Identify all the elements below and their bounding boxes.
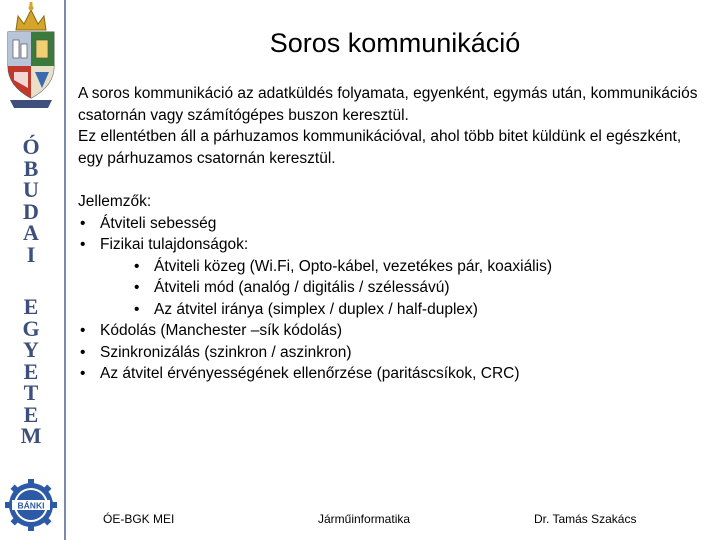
intro-text [78, 83, 708, 169]
feature-text: Az átvitel iránya (simplex / duplex / half-duplex) [154, 300, 478, 318]
sidebar-divider [64, 0, 66, 540]
features-section [78, 191, 708, 385]
vertical-letter: D [23, 198, 39, 224]
vertical-word-obudai [0, 136, 62, 265]
bullet-icon: • [80, 365, 86, 382]
features-list [78, 213, 708, 385]
vertical-word-egyetem [0, 296, 62, 447]
vertical-letter: Y [23, 337, 39, 362]
vertical-letter: A [23, 220, 39, 245]
bullet-icon: • [80, 236, 86, 253]
feature-item [78, 256, 708, 278]
intro-paragraph: Ez ellentétben áll a párhuzamos kommunikációval, ahol több bitet küldünk el egészként, egy párhuzamos csatornán keresztül. [78, 128, 682, 167]
footer-course: Járműinformatika [318, 512, 411, 526]
bullet-icon: • [134, 300, 140, 318]
bullet-icon: • [80, 214, 86, 232]
feature-text: Kódolás (Manchester –sík kódolás) [100, 322, 343, 339]
feature-text: Átviteli sebesség [100, 214, 217, 232]
bullet-icon: • [80, 343, 86, 361]
feature-text: Fizikai tulajdonságok: [100, 236, 249, 253]
feature-item [78, 342, 708, 364]
vertical-letter: I [26, 241, 36, 267]
feature-text: Az átvitel érvényességének ellenőrzése (paritáscsíkok, CRC) [100, 365, 520, 382]
bullet-icon: • [80, 322, 86, 339]
vertical-letter: U [23, 177, 39, 202]
feature-item [78, 299, 708, 321]
vertical-letter: Ó [22, 134, 40, 159]
vertical-letter: M [20, 423, 42, 448]
sidebar [0, 0, 62, 540]
vertical-letter: E [23, 294, 39, 319]
university-crest-icon [2, 0, 60, 112]
feature-text: Szinkronizálás (szinkron / aszinkron) [100, 343, 352, 361]
bullet-icon: • [134, 279, 140, 296]
features-heading: Jellemzők: [78, 193, 152, 210]
feature-text: Átviteli mód (analóg / digitális / szélessávú) [154, 279, 450, 296]
logo-text: BÁNKI [17, 500, 45, 511]
vertical-letter: G [22, 315, 40, 341]
banki-gear-logo-icon [4, 478, 58, 532]
bullet-icon: • [134, 257, 140, 275]
slide-title: Soros kommunikáció [269, 28, 521, 58]
feature-text: Átviteli közeg (Wi.Fi, Opto-kábel, vezetékes pár, koaxiális) [154, 257, 552, 275]
vertical-letter: E [23, 401, 39, 427]
feature-item [78, 277, 708, 299]
feature-item [78, 234, 708, 256]
vertical-letter: B [23, 155, 39, 181]
footer-author: Dr. Tamás Szakács [534, 512, 637, 526]
intro-paragraph: A soros kommunikáció az adatküldés folyamata, egyenként, egymás után, kommunikációs csatornán vagy számítógépes buszon keresztül. [78, 85, 698, 124]
feature-item [78, 213, 708, 235]
vertical-letter: E [23, 358, 39, 384]
footer-institution: ÓE-BGK MEI [103, 512, 175, 526]
vertical-letter: T [23, 380, 39, 405]
feature-item [78, 320, 708, 342]
feature-item [78, 363, 708, 385]
